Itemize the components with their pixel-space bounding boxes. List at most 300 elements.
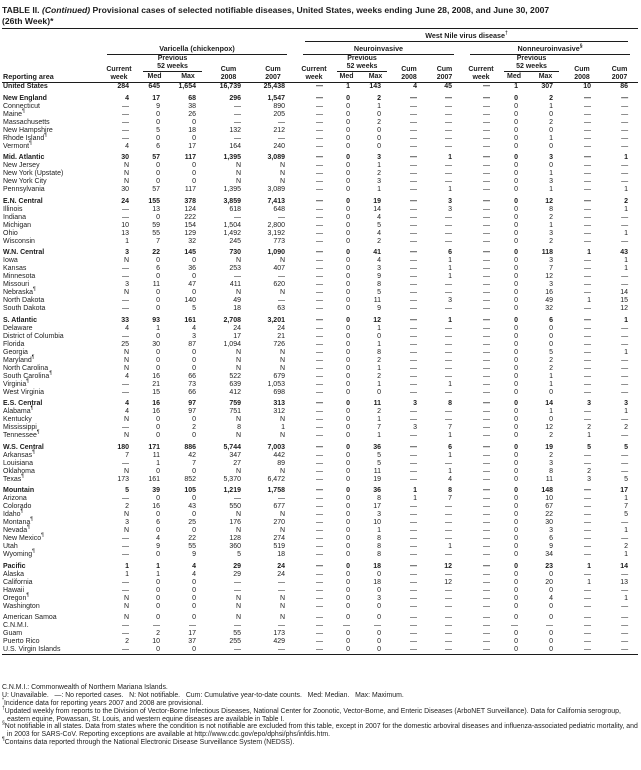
reporting-area-cell: W.N. Central xyxy=(3,249,45,257)
value-cell: — xyxy=(316,467,323,475)
value-cell: — xyxy=(445,110,452,118)
value-cell: — xyxy=(122,134,129,142)
value-cell: 12 xyxy=(620,305,629,313)
value-cell: — xyxy=(483,432,490,440)
value-cell: 0 xyxy=(514,197,518,205)
value-cell: 0 xyxy=(514,459,518,467)
value-cell: — xyxy=(410,586,417,594)
value-cell: 0 xyxy=(346,467,350,475)
value-cell: — xyxy=(584,535,591,543)
value-cell: 0 xyxy=(377,570,381,578)
value-cell: 16 xyxy=(152,408,160,416)
value-cell: 1,094 xyxy=(223,340,241,348)
value-cell: 25,438 xyxy=(263,83,285,91)
value-cell: 2 xyxy=(192,424,196,432)
value-cell: — xyxy=(122,297,129,305)
value-cell: — xyxy=(584,527,591,535)
reporting-area-cell: Connecticut xyxy=(3,102,40,110)
table-row xyxy=(2,503,638,511)
value-cell: — xyxy=(316,134,323,142)
value-cell: — xyxy=(621,467,629,475)
value-cell: — xyxy=(584,257,591,265)
value-cell: 0 xyxy=(156,594,160,602)
reporting-area-cell: Puerto Rico xyxy=(3,638,40,646)
footnotes xyxy=(2,684,638,746)
col-header-cum-2008: Cum 2008 xyxy=(574,66,590,81)
value-cell: — xyxy=(584,110,591,118)
value-cell: — xyxy=(483,289,490,297)
value-cell: — xyxy=(445,94,452,102)
value-cell: 0 xyxy=(346,281,350,289)
value-cell: — xyxy=(316,388,323,396)
table-row xyxy=(2,325,638,333)
value-cell: — xyxy=(584,178,591,186)
table-title xyxy=(2,5,638,26)
value-cell: 9 xyxy=(192,551,196,559)
value-cell: 1 xyxy=(125,237,129,245)
value-cell: — xyxy=(483,400,490,408)
value-cell: — xyxy=(410,118,417,126)
value-cell: 15 xyxy=(620,297,629,305)
value-cell: 5 xyxy=(192,305,196,313)
value-cell: — xyxy=(122,118,129,126)
value-cell: — xyxy=(410,94,417,102)
value-cell: — xyxy=(445,324,452,332)
value-cell: — xyxy=(483,265,490,273)
value-cell: 148 xyxy=(541,487,553,495)
value-cell: 0 xyxy=(346,221,350,229)
value-cell: 18 xyxy=(373,562,381,570)
value-cell: 34 xyxy=(545,551,553,559)
value-cell: — xyxy=(445,646,452,654)
value-cell: 8 xyxy=(237,424,241,432)
value-cell: — xyxy=(483,614,490,622)
value-cell: 5 xyxy=(549,348,553,356)
table-row xyxy=(2,389,638,397)
value-cell: — xyxy=(316,562,323,570)
value-cell: 4 xyxy=(377,257,381,265)
value-cell: — xyxy=(122,205,129,213)
value-cell: 0 xyxy=(549,570,553,578)
value-cell: — xyxy=(621,126,629,134)
value-cell: — xyxy=(621,364,629,372)
value-cell: — xyxy=(445,551,452,559)
reporting-area-cell: New Jersey xyxy=(3,162,40,170)
value-cell: — xyxy=(410,475,417,483)
value-cell: 1 xyxy=(448,316,452,324)
value-cell: — xyxy=(483,273,490,281)
reporting-area-cell: Minnesota xyxy=(3,273,36,281)
value-cell: — xyxy=(483,527,490,535)
value-cell: — xyxy=(445,630,452,638)
value-cell: 154 xyxy=(184,221,196,229)
value-cell: 0 xyxy=(192,432,196,440)
value-cell: 1 xyxy=(587,562,591,570)
table-body xyxy=(2,83,638,655)
value-cell: 0 xyxy=(514,432,518,440)
footnote: U: Unavailable. —: No reported cases. N: Not notifiable. Cum: Cumulative year-to-date counts. Med: Median. Max: Maximum. xyxy=(2,692,404,700)
value-cell: 2 xyxy=(549,94,553,102)
value-cell: 39 xyxy=(152,487,160,495)
reporting-area-cell: W.S. Central xyxy=(3,443,44,451)
value-cell: 0 xyxy=(514,273,518,281)
table-row xyxy=(2,111,638,119)
value-cell: 0 xyxy=(377,586,381,594)
table-row xyxy=(2,186,638,194)
value-cell: 0 xyxy=(514,562,518,570)
value-cell: N xyxy=(123,594,129,602)
value-cell: — xyxy=(445,348,452,356)
value-cell: 0 xyxy=(156,551,160,559)
value-cell: — xyxy=(122,551,129,559)
value-cell: — xyxy=(445,511,452,519)
value-cell: — xyxy=(483,316,490,324)
value-cell: — xyxy=(584,408,591,416)
value-cell: — xyxy=(316,110,323,118)
value-cell: 21 xyxy=(152,380,160,388)
value-cell: N xyxy=(279,356,285,364)
value-cell: 618 xyxy=(229,205,241,213)
value-cell: — xyxy=(483,324,490,332)
value-cell: 205 xyxy=(273,110,285,118)
value-cell: 6 xyxy=(448,443,452,451)
value-cell: 0 xyxy=(346,332,350,340)
value-cell: 16 xyxy=(152,503,160,511)
value-cell: N xyxy=(279,289,285,297)
col-header-max: Max xyxy=(538,73,553,81)
value-cell: 1,758 xyxy=(267,487,285,495)
value-cell: — xyxy=(410,281,417,289)
value-cell: 0 xyxy=(514,511,518,519)
value-cell: 0 xyxy=(192,511,196,519)
value-cell: — xyxy=(410,535,417,543)
value-cell: — xyxy=(316,249,323,257)
value-cell: — xyxy=(410,519,417,527)
value-cell: 17 xyxy=(188,630,196,638)
value-cell: 0 xyxy=(346,162,350,170)
table-row xyxy=(2,297,638,305)
value-cell: — xyxy=(316,594,323,602)
value-cell: — xyxy=(621,178,629,186)
reporting-area-cell: E.N. Central xyxy=(3,197,43,205)
reporting-area-cell: Wyoming¶ xyxy=(3,549,35,559)
value-cell: 0 xyxy=(346,475,350,483)
value-cell: 1 xyxy=(448,265,452,273)
value-cell: 360 xyxy=(229,543,241,551)
value-cell: — xyxy=(316,154,323,162)
value-cell: 1 xyxy=(377,364,381,372)
value-cell: — xyxy=(122,273,129,281)
value-cell: 0 xyxy=(514,110,518,118)
value-cell: 0 xyxy=(549,630,553,638)
value-cell: 0 xyxy=(514,229,518,237)
value-cell: 0 xyxy=(346,186,350,194)
value-cell: 3 xyxy=(624,400,629,408)
value-cell: 0 xyxy=(156,134,160,142)
value-cell: 12 xyxy=(444,562,452,570)
table-row xyxy=(2,238,638,246)
value-cell: — xyxy=(445,229,452,237)
value-cell: — xyxy=(316,586,323,594)
table-row xyxy=(2,432,638,440)
value-cell: — xyxy=(316,94,323,102)
value-cell: 0 xyxy=(549,388,553,396)
table-row xyxy=(2,305,638,313)
value-cell: 1,504 xyxy=(223,221,241,229)
value-cell: 10 xyxy=(152,638,160,646)
value-cell: — xyxy=(316,186,323,194)
table-row xyxy=(2,91,638,103)
value-cell: 1 xyxy=(346,83,350,91)
value-cell: 29 xyxy=(233,562,241,570)
value-cell: — xyxy=(153,622,160,630)
value-cell: 2 xyxy=(377,94,381,102)
value-cell: 1 xyxy=(448,380,452,388)
value-cell: 143 xyxy=(369,83,381,91)
value-cell: 2 xyxy=(624,424,629,432)
value-cell: — xyxy=(483,154,490,162)
value-cell: 0 xyxy=(346,118,350,126)
value-cell: 0 xyxy=(156,170,160,178)
value-cell: — xyxy=(621,614,629,622)
value-cell: 0 xyxy=(192,602,196,610)
value-cell: 0 xyxy=(514,186,518,194)
value-cell: 0 xyxy=(377,614,381,622)
table-row xyxy=(2,257,638,265)
value-cell: 1 xyxy=(624,265,629,273)
value-cell: — xyxy=(316,416,323,424)
value-cell: 86 xyxy=(620,83,629,91)
value-cell: 2 xyxy=(624,543,629,551)
col-header-current-week: Current week xyxy=(468,66,494,81)
value-cell: 7 xyxy=(125,451,129,459)
reporting-area-cell: Iowa xyxy=(3,257,18,265)
value-cell: 37 xyxy=(188,638,196,646)
col-header-med: Med xyxy=(507,73,521,81)
value-cell: 3 xyxy=(587,475,591,483)
value-cell: 18 xyxy=(233,305,241,313)
value-cell: — xyxy=(621,451,629,459)
value-cell: 1 xyxy=(377,186,381,194)
value-cell: — xyxy=(483,237,490,245)
value-cell: — xyxy=(316,543,323,551)
value-cell: — xyxy=(122,495,129,503)
value-cell: — xyxy=(316,316,323,324)
value-cell: 3 xyxy=(413,400,417,408)
table-row xyxy=(2,381,638,389)
value-cell: 16 xyxy=(152,400,160,408)
reporting-area-cell: Pennsylvania xyxy=(3,186,45,194)
value-cell: — xyxy=(445,503,452,511)
value-cell: 8 xyxy=(549,205,553,213)
value-cell: 93 xyxy=(152,316,160,324)
value-cell: 105 xyxy=(184,487,196,495)
value-cell: 155 xyxy=(148,197,160,205)
value-cell: — xyxy=(621,388,629,396)
value-cell: 0 xyxy=(514,475,518,483)
reporting-area-cell: Texas¶ xyxy=(3,473,24,483)
value-cell: — xyxy=(546,622,553,630)
value-cell: 0 xyxy=(514,424,518,432)
value-cell: 0 xyxy=(346,586,350,594)
col-header-current-week: Current week xyxy=(106,66,132,81)
value-cell: 0 xyxy=(514,102,518,110)
value-cell: — xyxy=(483,467,490,475)
value-cell: 4 xyxy=(549,594,553,602)
value-cell: 0 xyxy=(192,273,196,281)
value-cell: — xyxy=(316,451,323,459)
value-cell: — xyxy=(584,495,591,503)
value-cell: 7 xyxy=(448,495,452,503)
value-cell: 5,370 xyxy=(223,475,241,483)
value-cell: 1 xyxy=(448,451,452,459)
value-cell: 6 xyxy=(156,265,160,273)
value-cell: 0 xyxy=(346,364,350,372)
footnote: *Incidence data for reporting years 2007 and 2008 are provisional. xyxy=(2,697,204,707)
value-cell: — xyxy=(316,197,323,205)
value-cell: 73 xyxy=(188,380,196,388)
table-row xyxy=(2,273,638,281)
table-row xyxy=(2,178,638,186)
value-cell: — xyxy=(483,495,490,503)
value-cell: — xyxy=(278,273,285,281)
value-cell: — xyxy=(483,451,490,459)
reporting-area-cell: New Hampshire xyxy=(3,126,53,134)
value-cell: 0 xyxy=(346,570,350,578)
value-cell: 14 xyxy=(620,289,629,297)
value-cell: 1 xyxy=(549,102,553,110)
value-cell: 1 xyxy=(156,324,160,332)
value-cell: 0 xyxy=(514,467,518,475)
value-cell: — xyxy=(410,332,417,340)
value-cell: — xyxy=(584,487,591,495)
value-cell: — xyxy=(316,503,323,511)
value-cell: 1 xyxy=(377,340,381,348)
value-cell: — xyxy=(410,213,417,221)
value-cell: 10 xyxy=(545,495,553,503)
value-cell: 3 xyxy=(549,459,553,467)
reporting-area-cell: North Dakota xyxy=(3,297,45,305)
value-cell: — xyxy=(234,118,241,126)
value-cell: — xyxy=(410,162,417,170)
value-cell: 9 xyxy=(549,543,553,551)
value-cell: — xyxy=(234,102,241,110)
value-cell: — xyxy=(410,237,417,245)
value-cell: 2 xyxy=(587,467,591,475)
value-cell: 1 xyxy=(549,380,553,388)
value-cell: 1 xyxy=(624,257,629,265)
value-cell: N xyxy=(123,511,129,519)
value-cell: 550 xyxy=(229,503,241,511)
value-cell: — xyxy=(483,134,490,142)
value-cell: — xyxy=(445,162,452,170)
table-row xyxy=(2,603,638,611)
value-cell: — xyxy=(316,400,323,408)
value-cell: 0 xyxy=(514,340,518,348)
value-cell: — xyxy=(584,221,591,229)
value-cell: N xyxy=(279,416,285,424)
reporting-area-cell: West Virginia xyxy=(3,388,44,396)
value-cell: N xyxy=(123,170,129,178)
value-cell: — xyxy=(483,388,490,396)
reporting-area-cell: North Carolina xyxy=(3,364,49,372)
value-cell: 0 xyxy=(346,562,350,570)
value-cell: 620 xyxy=(273,281,285,289)
value-cell: 1 xyxy=(624,408,629,416)
value-cell: 2 xyxy=(377,408,381,416)
table-row xyxy=(2,341,638,349)
value-cell: 4 xyxy=(377,229,381,237)
value-cell: 36 xyxy=(373,443,381,451)
value-cell: 1,654 xyxy=(178,83,196,91)
value-cell: — xyxy=(483,503,490,511)
value-cell: — xyxy=(483,578,490,586)
table-row xyxy=(2,611,638,623)
value-cell: 0 xyxy=(514,594,518,602)
value-cell: 22 xyxy=(545,511,553,519)
value-cell: 4 xyxy=(156,535,160,543)
value-cell: 0 xyxy=(346,388,350,396)
value-cell: N xyxy=(235,348,241,356)
value-cell: 0 xyxy=(346,432,350,440)
value-cell: — xyxy=(410,432,417,440)
col-header-varicella: Varicella (chickenpox) xyxy=(99,42,295,55)
value-cell: 23 xyxy=(545,562,553,570)
value-cell: 0 xyxy=(156,178,160,186)
value-cell: 15 xyxy=(152,388,160,396)
value-cell: 8 xyxy=(448,400,452,408)
value-cell: N xyxy=(123,257,129,265)
reporting-area-cell: New York City xyxy=(3,178,47,186)
value-cell: 0 xyxy=(192,364,196,372)
value-cell: 773 xyxy=(273,237,285,245)
reporting-area-cell: Mountain xyxy=(3,487,35,495)
value-cell: — xyxy=(316,443,323,451)
value-cell: 1 xyxy=(156,459,160,467)
value-cell: 0 xyxy=(346,543,350,551)
value-cell: — xyxy=(445,638,452,646)
value-cell: — xyxy=(584,237,591,245)
value-cell: 3 xyxy=(377,178,381,186)
table-row xyxy=(2,127,638,135)
reporting-area-cell: Utah xyxy=(3,543,18,551)
value-cell: 0 xyxy=(346,638,350,646)
value-cell: 0 xyxy=(514,356,518,364)
value-cell: 0 xyxy=(514,400,518,408)
value-cell: 0 xyxy=(514,289,518,297)
value-cell: — xyxy=(316,511,323,519)
value-cell: 1,395 xyxy=(223,186,241,194)
value-cell: 32 xyxy=(545,305,553,313)
table-row xyxy=(2,416,638,424)
value-cell: — xyxy=(316,348,323,356)
reporting-area-cell: Hawaii xyxy=(3,586,25,594)
value-cell: — xyxy=(278,646,285,654)
reporting-area-cell: Louisiana xyxy=(3,459,33,467)
value-cell: 0 xyxy=(514,551,518,559)
value-cell: 6,472 xyxy=(267,475,285,483)
value-cell: 313 xyxy=(273,400,285,408)
value-cell: 0 xyxy=(549,416,553,424)
value-cell: 4 xyxy=(125,324,129,332)
value-cell: 0 xyxy=(346,297,350,305)
value-cell: 8 xyxy=(377,281,381,289)
reporting-area-cell: American Samoa xyxy=(3,614,57,622)
value-cell: 1 xyxy=(624,154,629,162)
value-cell: 1,395 xyxy=(223,154,241,162)
value-cell: — xyxy=(122,646,129,654)
table-row xyxy=(2,83,638,92)
